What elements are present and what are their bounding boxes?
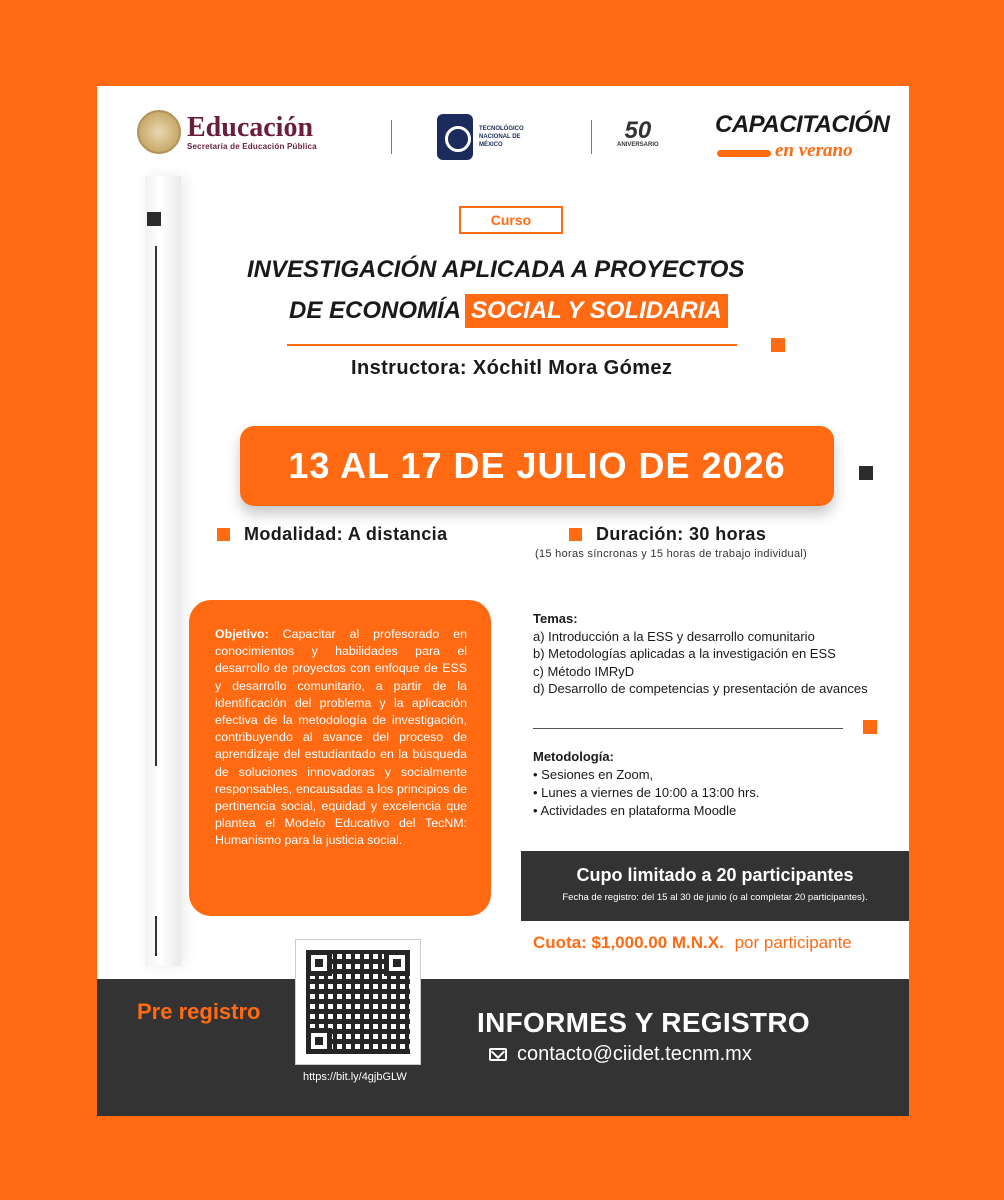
qr-finder-icon	[306, 950, 332, 976]
duration-note: (15 horas síncronas y 15 horas de trabajo individual)	[535, 548, 808, 560]
info-title: INFORMES Y REGISTRO	[477, 1007, 810, 1038]
program-subtitle: en verano	[775, 140, 853, 161]
topics-divider	[533, 728, 843, 729]
program-bar	[717, 150, 771, 157]
methodology-item: • Actividades en plataforma Moodle	[533, 803, 737, 818]
mail-icon	[489, 1048, 507, 1061]
anniversary-logo	[617, 117, 659, 148]
qr-finder-icon	[384, 950, 410, 976]
methodology-item: • Sesiones en Zoom,	[533, 767, 654, 782]
sep-logo	[137, 110, 317, 154]
decorative-square	[147, 212, 161, 226]
fee-suffix: por participante	[734, 933, 852, 952]
contact-email[interactable]	[489, 1043, 752, 1066]
course-title-line1: INVESTIGACIÓN APLICADA A PROYECTOS	[247, 256, 745, 283]
objective-text: Capacitar al profesorado en conocimientos y habilidades para el desarrollo de proyectos con enfoque de ESS y desarrollo comunitario, a partir de la identificación del problema y la aplicación efectiva de la metodología de investigación, contribuyendo al avance del proceso de aprendizaje del estudiantado en la búsqueda de soluciones innovadoras y socialmente responsables, encausadas a los principios de pertinencia social, equidad y excelencia que plantea el Modelo Educativo del TecNM: Humanismo para la justicia social.	[215, 627, 467, 848]
topic-item: b) Metodologías aplicadas a la investigación en ESS	[533, 646, 836, 661]
decorative-square	[859, 466, 873, 480]
tecnm-gear-icon	[437, 114, 473, 160]
objective-box	[189, 600, 491, 916]
capacity-box	[521, 851, 909, 921]
header-divider	[391, 120, 392, 154]
decorative-square	[863, 720, 877, 734]
anniversary-label: ANIVERSARIO	[617, 142, 659, 148]
methodology-heading: Metodología:	[533, 749, 614, 764]
tecnm-logo	[437, 114, 539, 160]
decorative-pillar	[145, 176, 181, 966]
qr-finder-icon	[306, 1028, 332, 1054]
topic-item: c) Método IMRyD	[533, 663, 635, 679]
tecnm-name: TECNOLÓGICO NACIONAL DE MÉXICO	[479, 126, 524, 148]
capacity-title: Cupo limitado a 20 participantes	[576, 865, 854, 885]
mexico-seal-icon	[137, 110, 181, 154]
edu-subtitle: Secretaría de Educación Pública	[187, 141, 317, 151]
topic-item: a) Introducción a la ESS y desarrollo comunitario	[533, 628, 815, 644]
decorative-line	[155, 916, 157, 956]
capacity-note: Fecha de registro: del 15 al 30 de junio (o al completar 20 participantes).	[562, 892, 868, 903]
decorative-square	[771, 338, 785, 352]
fee	[533, 933, 852, 953]
instructor: Instructora: Xóchitl Mora Gómez	[351, 357, 673, 379]
modality	[217, 524, 448, 545]
decorative-line	[155, 246, 157, 766]
objective-label: Objetivo:	[215, 627, 269, 641]
pre-registration-label: Pre registro	[137, 999, 261, 1024]
fee-amount: Cuota: $1,000.00 M.N.X.	[533, 933, 724, 952]
topics-heading: Temas:	[533, 611, 578, 626]
topics-list	[533, 610, 873, 698]
qr-code[interactable]	[295, 939, 421, 1065]
capacitacion-logo	[715, 111, 890, 161]
anniversary-number: 50	[624, 117, 652, 144]
edu-title: Educación	[187, 111, 314, 143]
header-divider	[591, 120, 592, 154]
footer	[97, 979, 909, 1116]
flyer-card	[97, 86, 909, 1116]
title-divider	[287, 344, 737, 346]
topic-item: d) Desarrollo de competencias y presentación de avances	[533, 681, 868, 696]
course-dates: 13 AL 17 DE JULIO DE 2026	[240, 426, 834, 506]
bullet-square-icon	[217, 528, 230, 541]
program-title: CAPACITACIÓN	[715, 111, 890, 138]
duration-text: Duración: 30 horas	[596, 524, 767, 544]
email-text[interactable]: contacto@ciidet.tecnm.mx	[517, 1043, 752, 1065]
qr-url-link[interactable]: https://bit.ly/4gjbGLW	[303, 1071, 407, 1083]
methodology-item: • Lunes a viernes de 10:00 a 13:00 hrs.	[533, 785, 760, 800]
methodology-list	[533, 748, 873, 820]
course-label: Curso	[459, 206, 563, 234]
course-title-line2	[289, 294, 728, 328]
bullet-square-icon	[569, 528, 582, 541]
duration	[569, 524, 766, 545]
qr-code-icon	[306, 950, 410, 1054]
modality-text: Modalidad: A distancia	[244, 524, 448, 544]
course-title-prefix: DE ECONOMÍA	[289, 297, 462, 324]
course-title-highlight: SOCIAL Y SOLIDARIA	[465, 294, 728, 328]
